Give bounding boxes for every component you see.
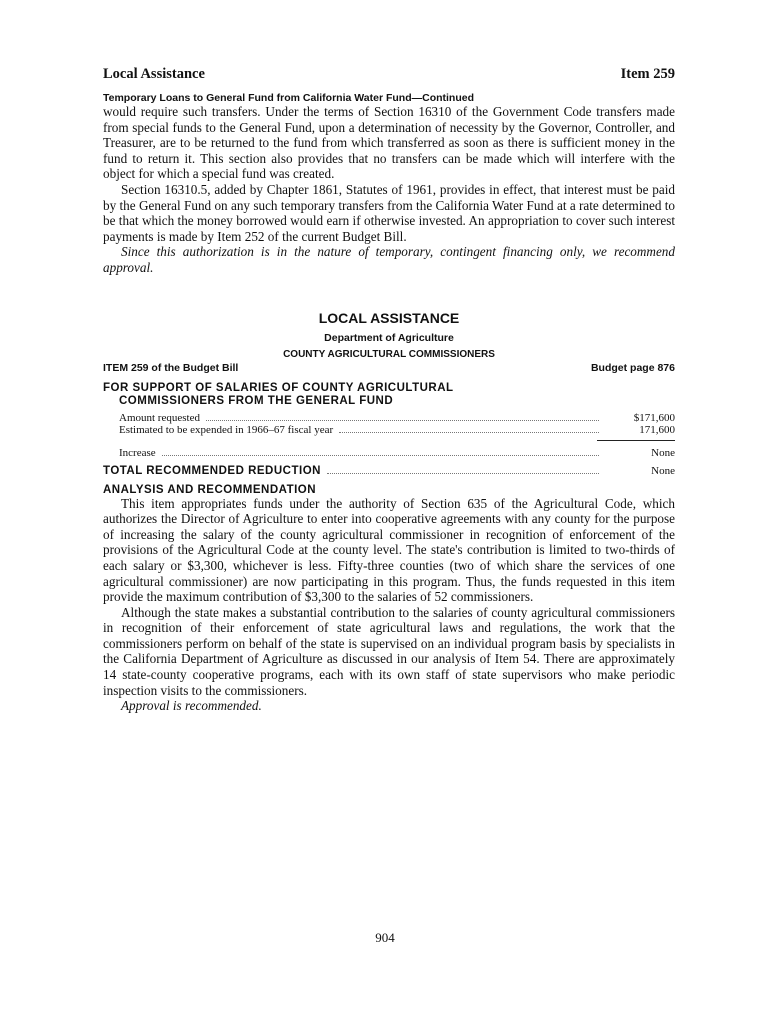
support-heading-line: COMMISSIONERS FROM THE GENERAL FUND <box>119 394 394 407</box>
section-title: LOCAL ASSISTANCE <box>318 309 460 326</box>
continued-heading: Temporary Loans to General Fund from California Water Fund—Continued <box>103 92 475 104</box>
leader-dots <box>327 473 599 474</box>
document-page <box>103 66 675 714</box>
total-value: None <box>651 465 675 478</box>
paragraph: Although the state makes a substantial contribution to the salaries of county agricultural commissioners in recognition of their enforcement of state agricultural laws and regulations, the work that the commissioners perform on behalf of the state is supervised on an individual program basis by specialists in the California Department of Agriculture as discussed in our analysis of Item 54. There are approximately 14 state-county cooperative programs, each with its own staff of state supervisors who make periodic inspection visits to the commissioners. <box>103 604 675 698</box>
amount-value: 171,600 <box>639 424 675 437</box>
total-row <box>103 465 675 478</box>
recommendation-paragraph: Approval is recommended. <box>121 698 262 714</box>
paragraph: Section 16310.5, added by Chapter 1861, Statutes of 1961, provides in effect, that interest must be paid by the General Fund on any such temporary transfers from the California Water Fund at a rate determined to be that which the money borrowed would earn if otherwise invested. An appropriation to cover such interest payments is made by Item 252 of the current Budget Bill. <box>103 181 675 244</box>
analysis-heading: ANALYSIS AND RECOMMENDATION <box>103 483 317 496</box>
page-number: 904 <box>375 930 395 945</box>
leader-dots <box>206 420 599 421</box>
leader-dots <box>162 455 599 456</box>
header-section-title: Local Assistance <box>103 66 205 82</box>
amount-label: Amount requested <box>119 411 200 424</box>
amount-label: Estimated to be expended in 1966–67 fiscal year <box>119 424 334 437</box>
header-item-number: Item 259 <box>620 66 675 82</box>
amounts-table <box>103 412 675 478</box>
subdepartment-heading: COUNTY AGRICULTURAL COMMISSIONERS <box>283 348 495 360</box>
paragraph: would require such transfers. Under the terms of Section 16310 of the Government Code transfers made from special funds to the General Fund, upon a determination of necessity by the Governor, Controller, and Treasurer, are to be returned to the fund from which transferred as soon as there is sufficient money in the fund to return it. This section also provides that no transfers can be made which will interfere with the object for which a special fund was created. <box>103 104 675 182</box>
budget-page: Budget page 876 <box>590 361 675 374</box>
paragraph: This item appropriates funds under the authority of Section 635 of the Agricultural Code, which authorizes the Director of Agriculture to enter into cooperative agreements with any county for the purpose of increasing the salary of the county agricultural commissioner in recognition of enforcement of the provisions of the Agricultural Code at the county level. The state's contribution is limited to two-thirds of each salary or $3,300, whichever is less. Fifty-three counties (two of which share the services of one agricultural commissioner) are now participating in this program. Thus, the funds requested in this item provide the maximum contribution of $3,300 to the salaries of 52 commissioners. <box>103 495 675 605</box>
amount-row <box>103 447 675 460</box>
recommendation-paragraph: Since this authorization is in the nature of temporary, contingent financing only, we recommend approval. <box>103 244 675 275</box>
support-heading-line: FOR SUPPORT OF SALARIES OF COUNTY AGRICULTURAL <box>103 381 454 394</box>
sum-rule <box>597 440 675 441</box>
amount-row <box>103 412 675 425</box>
leader-dots <box>339 432 599 433</box>
amount-value: $171,600 <box>633 411 675 424</box>
running-header <box>103 66 675 83</box>
item-line <box>103 362 675 374</box>
amount-value: None <box>651 446 675 459</box>
amount-row <box>103 424 675 437</box>
support-heading <box>103 382 675 408</box>
amount-label: Increase <box>119 446 156 459</box>
total-label: TOTAL RECOMMENDED REDUCTION <box>103 465 321 478</box>
item-label: ITEM 259 of the Budget Bill <box>103 361 239 374</box>
department-heading: Department of Agriculture <box>324 331 454 344</box>
